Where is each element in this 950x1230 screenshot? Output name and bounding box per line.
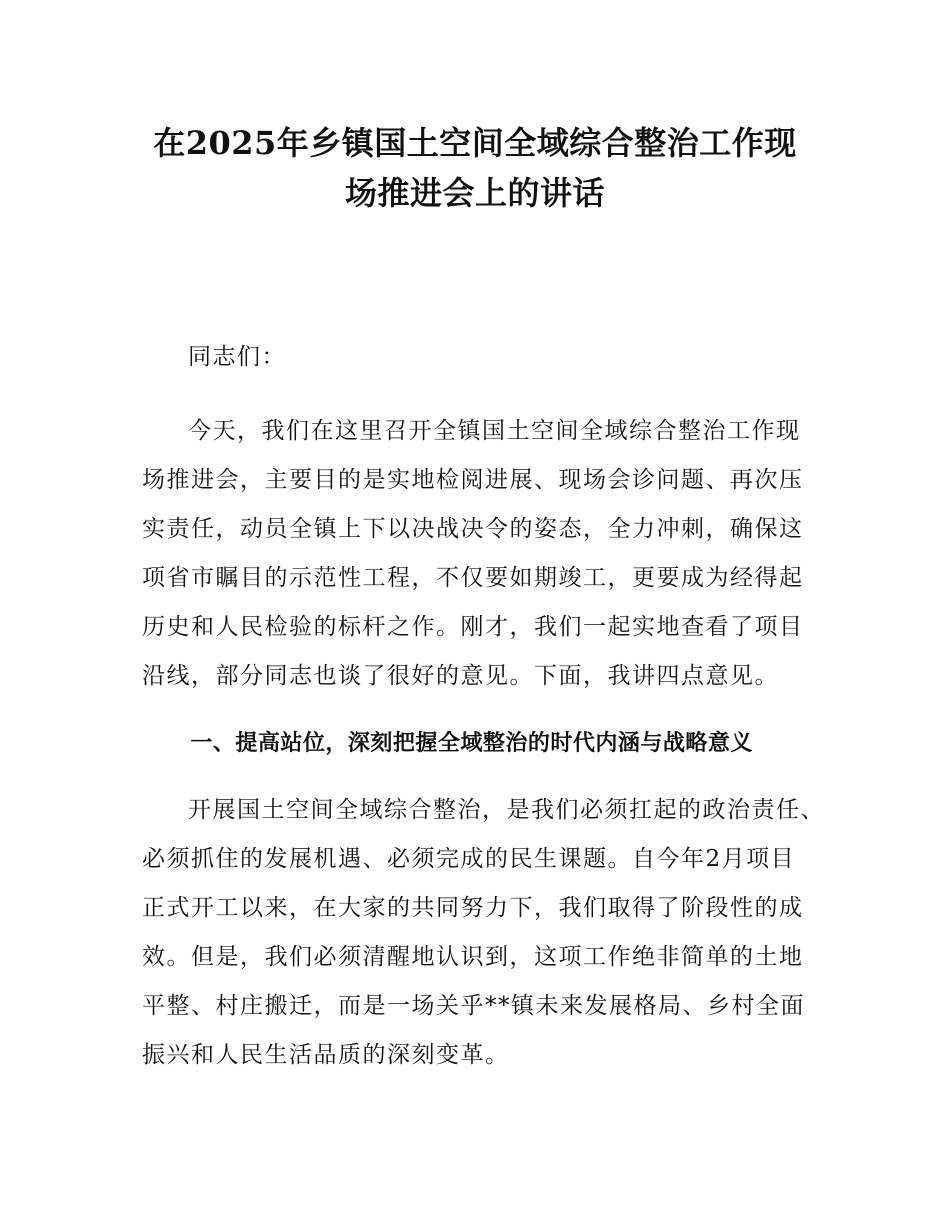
paragraph-1-line: 历史和人民检验的标杆之作。刚才，我们一起实地查看了项目 bbox=[142, 614, 804, 640]
paragraph-2-line: 正式开工以来，在大家的共同努力下，我们取得了阶段性的成 bbox=[142, 895, 804, 921]
paragraph-1-line: 项省市瞩目的示范性工程，不仅要如期竣工，更要成为经得起 bbox=[142, 565, 804, 591]
document-title bbox=[142, 118, 808, 218]
paragraph-2-line: 振兴和人民生活品质的深刻变革。 bbox=[142, 1042, 510, 1068]
paragraph-1-line: 场推进会，主要目的是实地检阅进展、现场会诊问题、再次压 bbox=[142, 467, 804, 493]
paragraph-2-line: 必须抓住的发展机遇、必须完成的民生课题。自今年2月项目 bbox=[142, 846, 796, 872]
title-line-2: 场推进会上的讲话 bbox=[344, 174, 605, 212]
paragraph-2-line: 平整、村庄搬迁，而是一场关乎**镇未来发展格局、乡村全面 bbox=[142, 993, 805, 1019]
section-heading-1: 一、提高站位，深刻把握全域整治的时代内涵与战略意义 bbox=[190, 731, 753, 756]
paragraph-1-line: 实责任，动员全镇上下以决战决令的姿态，全力冲刺，确保这 bbox=[142, 516, 804, 542]
title-line-1: 在2025年乡镇国土空间全域综合整治工作现 bbox=[153, 124, 797, 162]
paragraph-2 bbox=[142, 786, 825, 1080]
paragraph-2-line: 开展国土空间全域综合整治，是我们必须扛起的政治责任、 bbox=[188, 797, 825, 823]
paragraph-1 bbox=[142, 407, 808, 701]
greeting: 同志们： bbox=[188, 344, 286, 370]
paragraph-1-line: 今天，我们在这里召开全镇国土空间全域综合整治工作现 bbox=[188, 418, 801, 444]
paragraph-2-line: 效。但是，我们必须清醒地认识到，这项工作绝非简单的土地 bbox=[142, 944, 804, 970]
paragraph-1-line: 沿线，部分同志也谈了很好的意见。下面，我讲四点意见。 bbox=[142, 663, 779, 689]
